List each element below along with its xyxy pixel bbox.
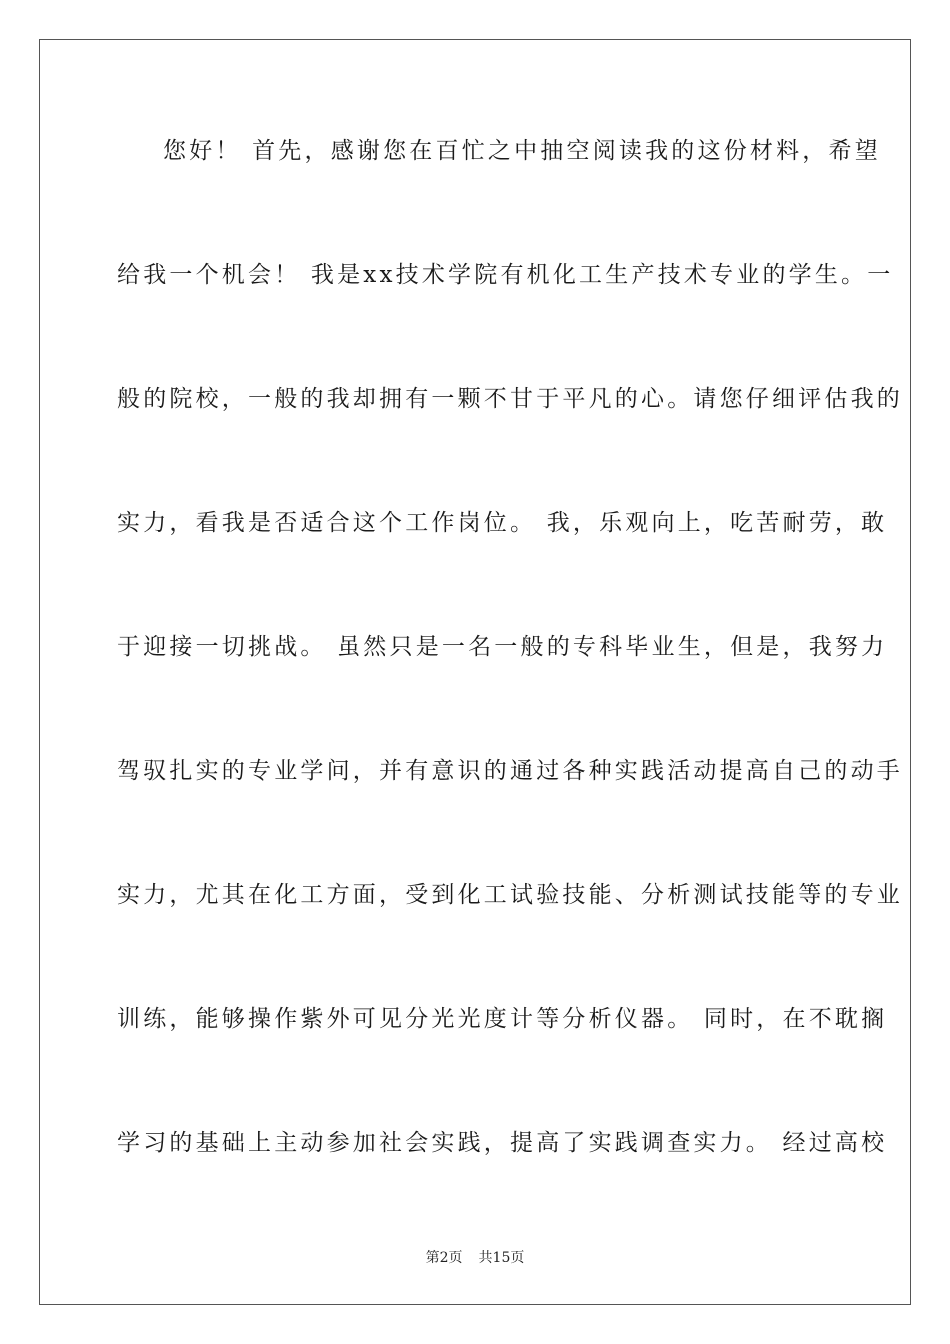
text-line: 给我一个机会！ 我是xx技术学院有机化工生产技术专业的学生。一 bbox=[117, 262, 894, 288]
text-line: 驾驭扎实的专业学问，并有意识的通过各种实践活动提高自己的动手 bbox=[117, 758, 903, 784]
text-line: 般的院校，一般的我却拥有一颗不甘于平凡的心。请您仔细评估我的 bbox=[117, 386, 903, 412]
text-line: 学习的基础上主动参加社会实践，提高了实践调查实力。 经过高校 bbox=[117, 1130, 888, 1156]
text-line: 您好！ 首先，感谢您在百忙之中抽空阅读我的这份材料，希望 bbox=[163, 138, 881, 164]
text-line: 训练，能够操作紫外可见分光光度计等分析仪器。 同时，在不耽搁 bbox=[117, 1006, 888, 1032]
page-number: 第2页 bbox=[425, 1250, 463, 1266]
page-footer bbox=[0, 1247, 950, 1267]
text-line: 实力，尤其在化工方面，受到化工试验技能、分析测试技能等的专业 bbox=[117, 882, 903, 908]
page-total: 共15页 bbox=[478, 1250, 525, 1266]
text-line: 于迎接一切挑战。 虽然只是一名一般的专科毕业生，但是，我努力 bbox=[117, 634, 888, 660]
text-line: 实力，看我是否适合这个工作岗位。 我，乐观向上，吃苦耐劳，敢 bbox=[117, 510, 888, 536]
document-body bbox=[117, 120, 903, 1236]
